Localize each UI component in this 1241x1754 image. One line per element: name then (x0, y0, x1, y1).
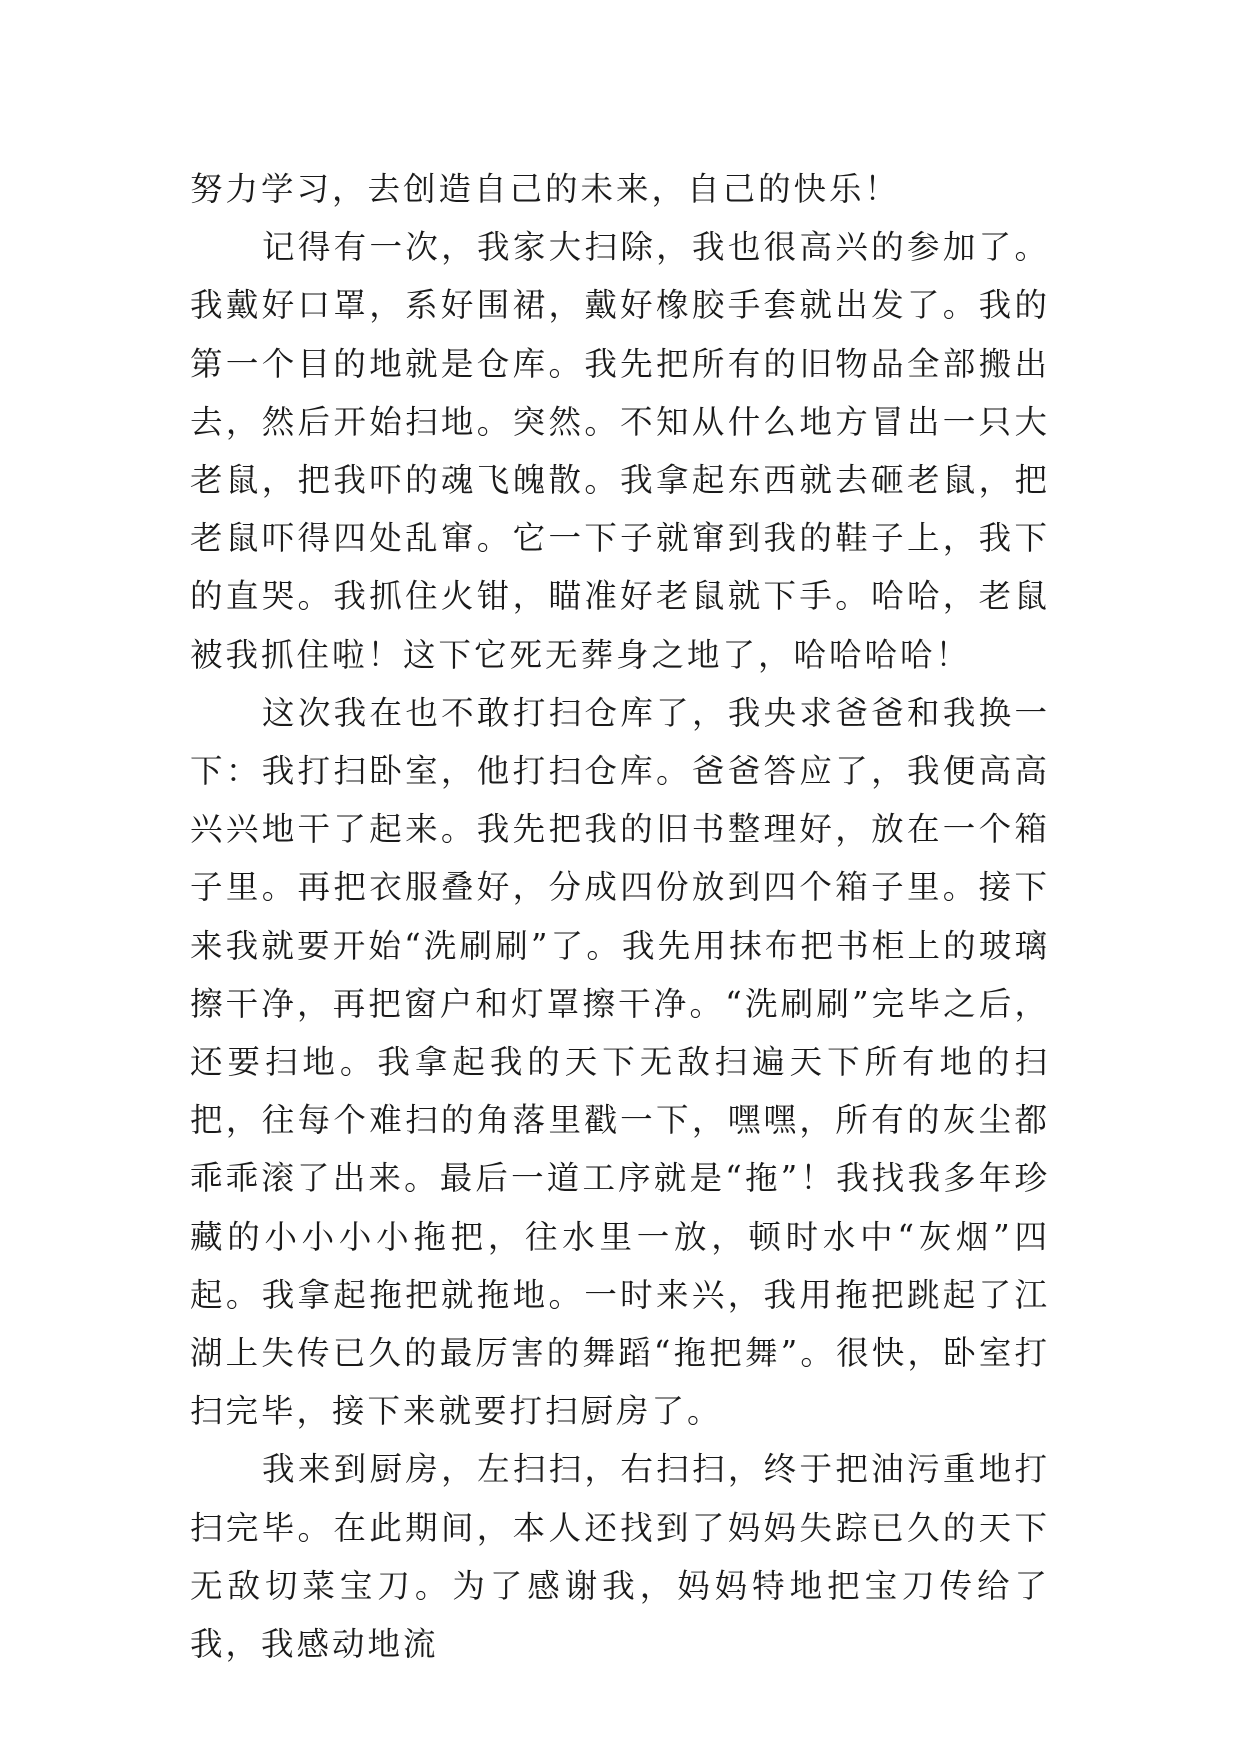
document-body (190, 160, 1050, 1673)
paragraph-continuation: 努力学习，去创造自己的未来，自己的快乐！ (190, 170, 901, 208)
paragraph-kitchen-cleaning: 我来到厨房，左扫扫，右扫扫，终于把油污重地打扫完毕。在此期间，本人还找到了妈妈失踪已久的天下无敌切菜宝刀。为了感谢我，妈妈特地把宝刀传给了我，我感动地流 (190, 1450, 1050, 1664)
paragraph-bedroom-cleaning: 这次我在也不敢打扫仓库了，我央求爸爸和我换一下：我打扫卧室，他打扫仓库。爸爸答应了，我便高高兴兴地干了起来。我先把我的旧书整理好，放在一个箱子里。再把衣服叠好，分成四份放到四个箱子里。接下来我就要开始“洗刷刷”了。我先用抹布把书柜上的玻璃擦干净，再把窗户和灯罩擦干净。“洗刷刷”完毕之后，还要扫地。我拿起我的天下无敌扫遍天下所有地的扫把，往每个难扫的角落里戳一下，嘿嘿，所有的灰尘都乖乖滚了出来。最后一道工序就是“拖”！我找我多年珍藏的小小小小拖把，往水里一放，顿时水中“灰烟”四起。我拿起拖把就拖地。一时来兴，我用拖把跳起了江湖上失传已久的最厉害的舞蹈“拖把舞”。很快，卧室打扫完毕，接下来就要打扫厨房了。 (190, 693, 1050, 1431)
paragraph-warehouse-cleaning: 记得有一次，我家大扫除，我也很高兴的参加了。我戴好口罩，系好围裙，戴好橡胶手套就出发了。我的第一个目的地就是仓库。我先把所有的旧物品全部搬出去，然后开始扫地。突然。不知从什么地方冒出一只大老鼠，把我吓的魂飞魄散。我拿起东西就去砸老鼠，把老鼠吓得四处乱窜。它一下子就窜到我的鞋子上，我下的直哭。我抓住火钳，瞄准好老鼠就下手。哈哈，老鼠被我抓住啦！这下它死无葬身之地了，哈哈哈哈！ (190, 228, 1050, 674)
